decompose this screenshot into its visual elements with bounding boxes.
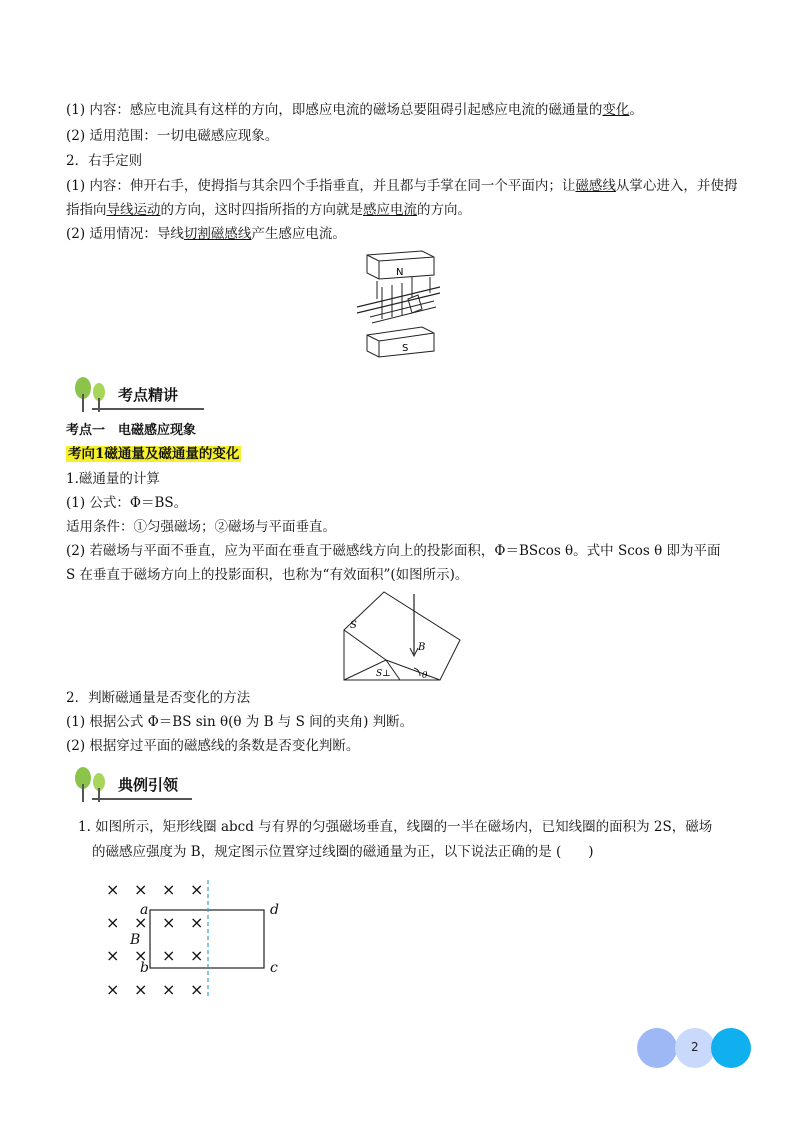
text: (1) 内容：感应电流具有这样的方向，即感应电流的磁场总要阻碍引起感应电流的磁通量的 [66,102,603,118]
para-3: 适用条件：①匀强磁场；②磁场与平面垂直。 [66,519,336,535]
projection-figure [340,588,462,684]
corner-label-a: a [140,902,149,918]
underlined-text: 切割磁感线 [183,226,252,242]
intro-line-4 [66,176,754,196]
field-cross: × [190,946,204,965]
field-cross: × [134,913,148,932]
field-cross: × [134,880,148,899]
magnet-figure [352,247,447,365]
field-label-b: B [130,932,141,948]
label-s: S [350,620,357,631]
field-cross: × [134,980,148,999]
question-1-line-1: 1. 如图所示，矩形线圈 abcd 与有界的匀强磁场垂直，线圈的一半在磁场内，已知线圈的面积为 2S，磁场 [78,819,713,835]
intro-line-3: 2．右手定则 [66,153,143,169]
section-header-kaodian [72,374,204,414]
south-pole-label: S [402,343,409,354]
question-1-line-2: 的磁感应强度为 B，规定图示位置穿过线圈的磁通量为正，以下说法正确的是 ( ) [92,844,594,860]
section-header-examples [72,764,194,804]
text: 产生感应电流。 [251,226,346,242]
field-cross: × [106,980,120,999]
para-5: S 在垂直于磁场方向上的投影面积，也称为“有效面积”(如图所示)。 [66,567,469,583]
highlight-tag: 考向1磁通量及磁通量的变化 [68,446,240,462]
field-cross: × [190,980,204,999]
underlined-text: 变化 [602,102,630,118]
underlined-text: 感应电流 [363,202,417,218]
label-b: B [418,642,426,653]
field-cross: × [162,913,176,932]
field-cross: × [190,913,204,932]
field-cross: × [190,880,204,899]
north-pole-label: N [396,267,404,278]
para-6: 2．判断磁通量是否变化的方法 [66,690,251,706]
para-1: 1.磁通量的计算 [66,471,160,487]
text: (2) 适用情况：导线 [66,226,184,242]
field-cross: × [106,880,120,899]
page-deco-circle-left [637,1028,677,1068]
intro-line-2: (2) 适用范围：一切电磁感应现象。 [66,128,279,144]
coil-figure [100,876,290,998]
intro-line-1 [66,100,754,120]
field-cross: × [134,946,148,965]
intro-line-6 [66,224,754,244]
section-title: 考点精讲 [118,386,179,404]
label-s-perp: S⊥ [376,669,391,679]
field-cross: × [106,946,120,965]
para-8: (2) 根据穿过平面的磁感线的条数是否变化判断。 [66,738,360,754]
intro-line-5 [66,200,754,220]
underlined-text: 磁感线 [575,178,616,194]
section-underline [92,408,204,410]
corner-label-d: d [270,902,279,918]
para-7: (1) 根据公式 Φ＝BS sin θ(θ 为 B 与 S 间的夹角) 判断。 [66,714,414,730]
text: 的方向，这时四指所指的方向就是 [160,202,363,218]
section-underline [92,798,192,800]
text: 指指向 [66,202,107,218]
corner-label-b: b [140,960,149,976]
field-cross: × [162,880,176,899]
text: 的方向。 [417,202,471,218]
page-number: 2 [691,1040,699,1054]
field-cross: × [162,980,176,999]
field-cross: × [106,913,120,932]
para-2: (1) 公式：Φ＝BS。 [66,495,188,511]
highlight-line [66,444,754,464]
corner-label-c: c [270,960,278,976]
field-cross: × [162,946,176,965]
kaodian-heading: 考点一 电磁感应现象 [66,423,197,438]
section-title: 典例引领 [118,776,179,794]
underlined-text: 导线运动 [106,202,161,218]
page-deco-circle-right [711,1028,751,1068]
text: (1) 内容：伸开右手，使拇指与其余四个手指垂直，并且都与手掌在同一个平面内；让 [66,178,576,194]
text: 从掌心进入，并使拇 [615,178,738,194]
para-4: (2) 若磁场与平面不垂直，应为平面在垂直于磁感线方向上的投影面积，Φ＝BScos θ。式中 Scos θ 即为平面 [66,543,721,559]
label-theta: θ [422,671,428,681]
text: 。 [629,102,643,118]
